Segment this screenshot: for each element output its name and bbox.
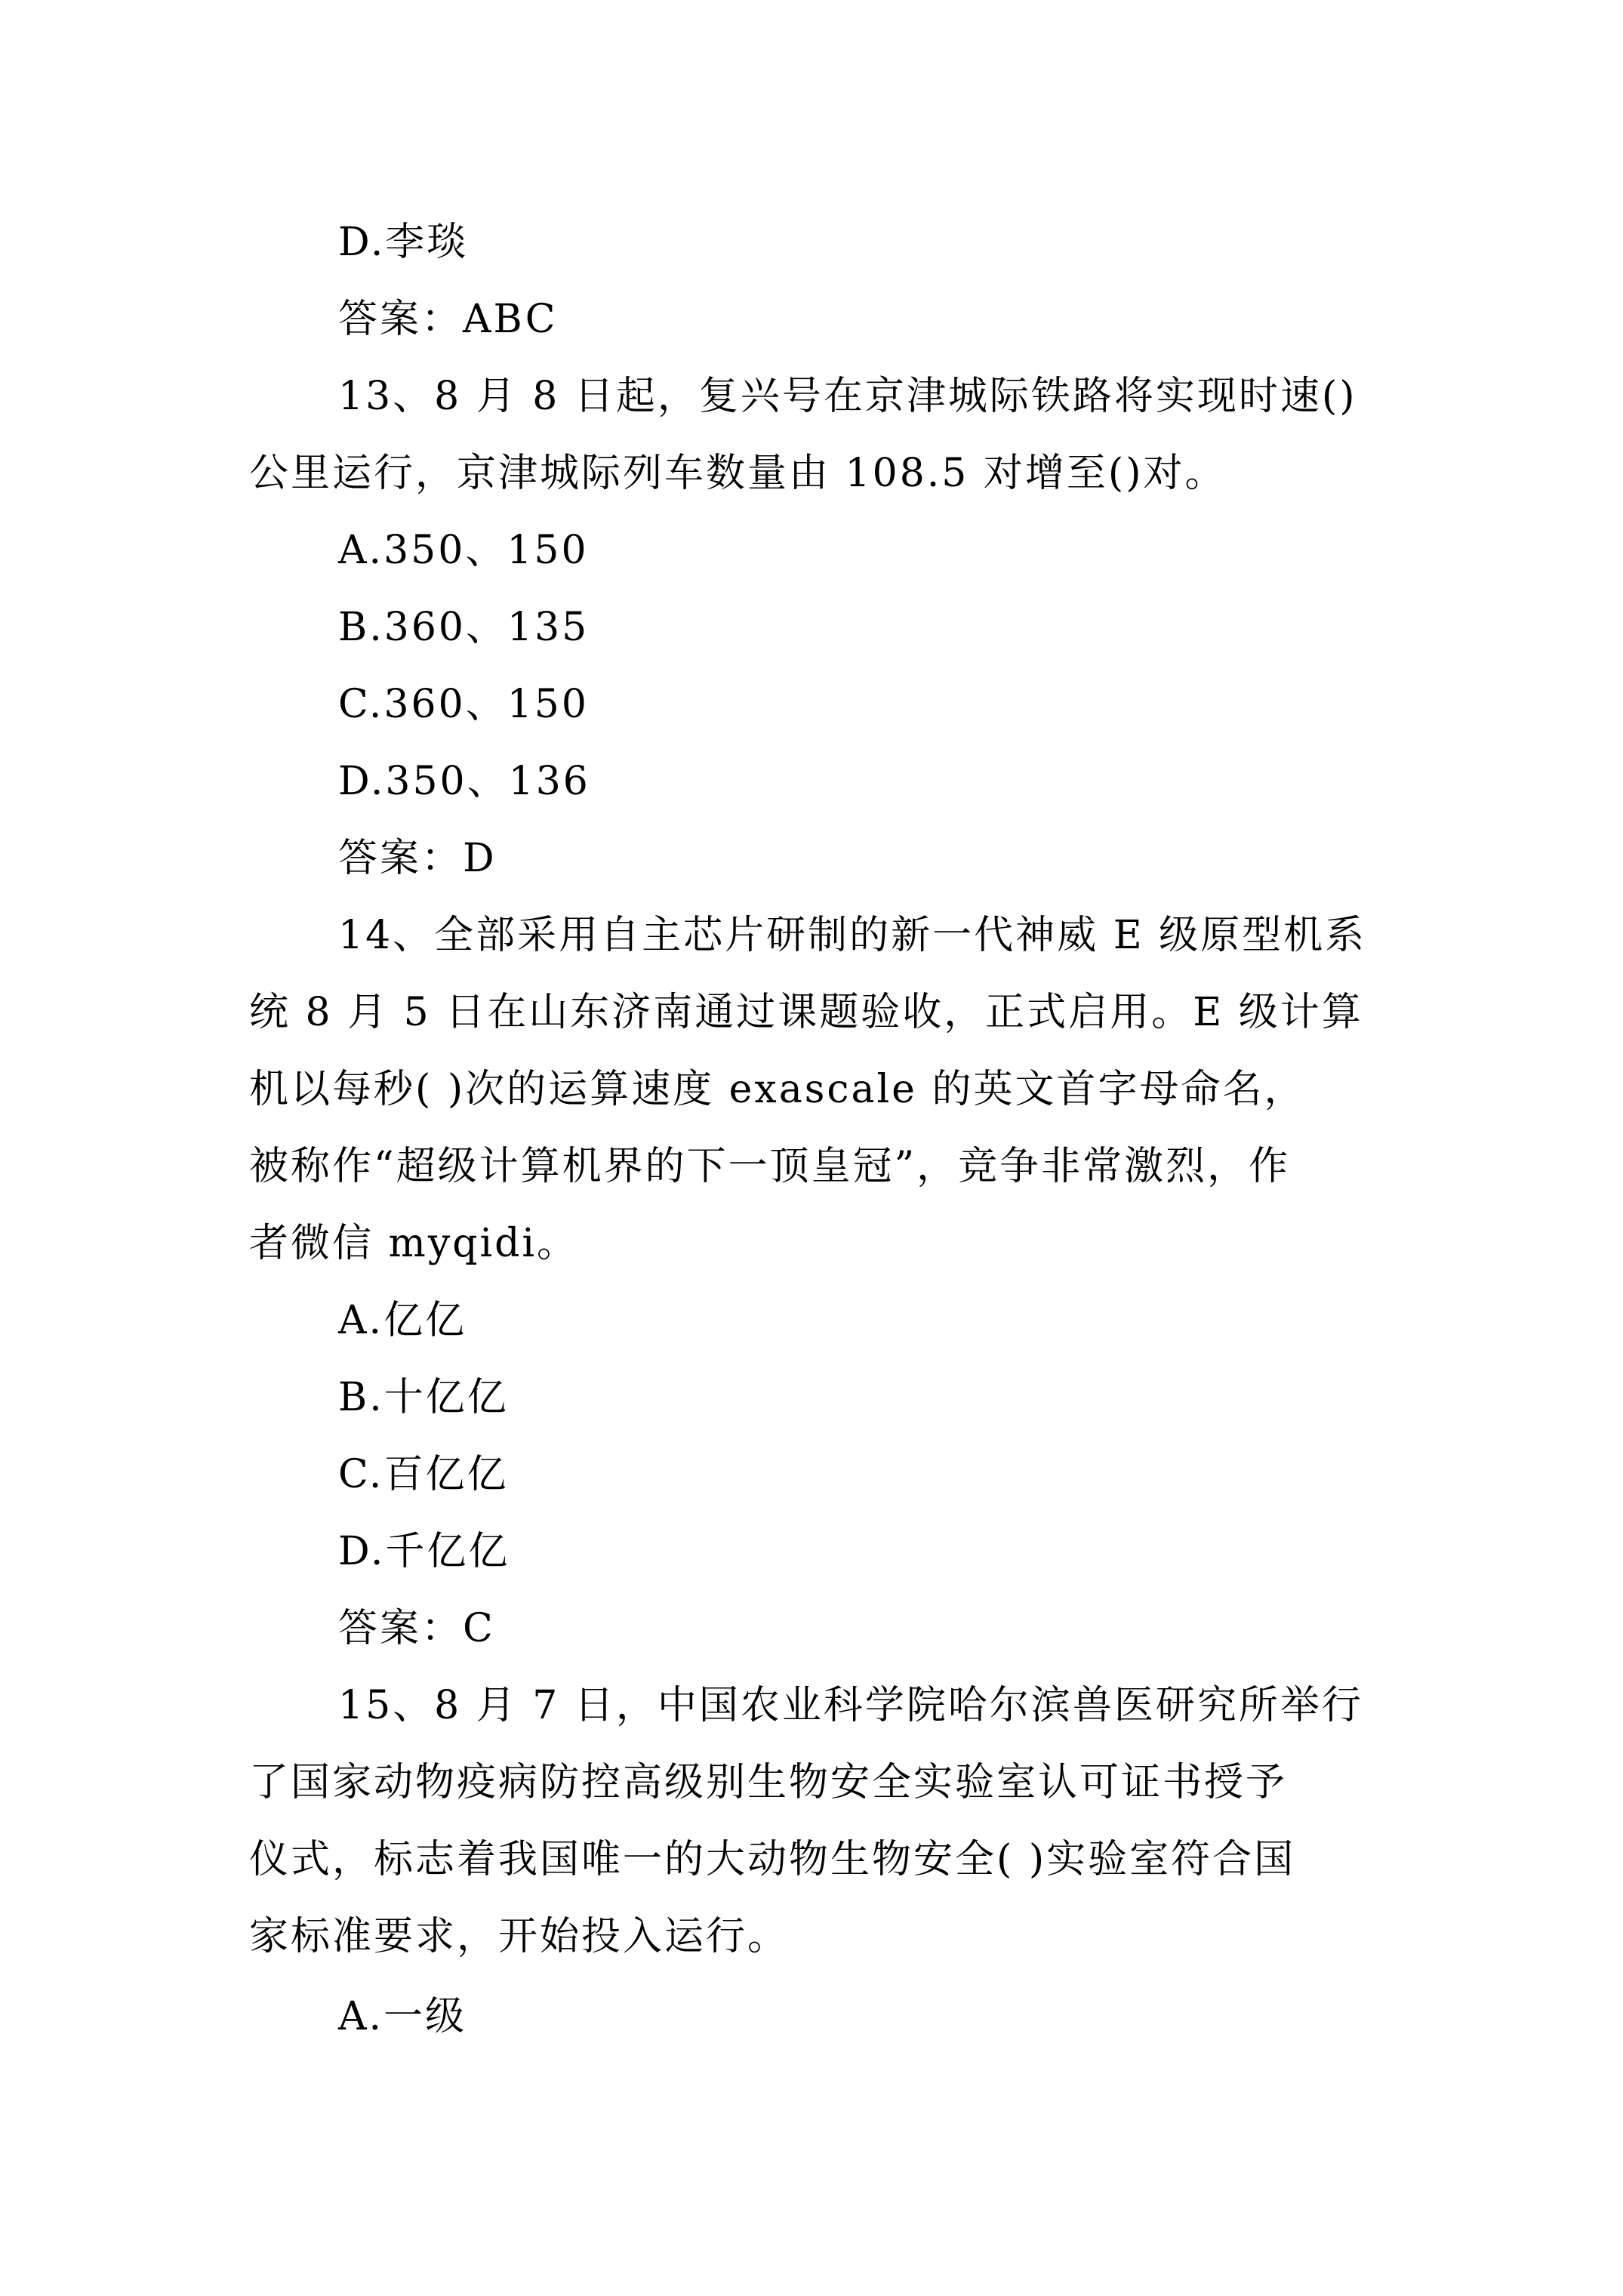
question-15-line-2: 了国家动物疫病防控高级别生物安全实验室认可证书授予	[249, 1760, 1288, 1805]
option-c-q13: C.360、150	[338, 682, 589, 727]
option-a-q13: A.350、150	[338, 528, 589, 573]
option-b-q14: B.十亿亿	[338, 1375, 509, 1420]
question-14-line-1: 14、全部采用自主芯片研制的新一代神威 E 级原型机系	[338, 913, 1367, 958]
answer-q13: 答案：D	[338, 836, 497, 881]
question-14-line-3: 机以每秒( )次的运算速度 exascale 的英文首字母命名，	[249, 1067, 1306, 1112]
question-14-line-2: 统 8 月 5 日在山东济南通过课题验收，正式启用。E 级计算	[249, 990, 1363, 1035]
option-c-q14: C.百亿亿	[338, 1452, 509, 1497]
answer-q12: 答案：ABC	[338, 297, 558, 342]
option-d-q12: D.李琰	[338, 220, 469, 265]
question-15-line-1: 15、8 月 7 日，中国农业科学院哈尔滨兽医研究所举行	[338, 1683, 1363, 1728]
option-a-q14: A.亿亿	[338, 1298, 467, 1343]
question-14-line-5: 者微信 myqidi。	[249, 1221, 579, 1266]
option-d-q13: D.350、136	[338, 759, 590, 804]
question-13-line-2: 公里运行，京津城际列车数量由 108.5 对增至()对。	[249, 451, 1227, 496]
question-14-line-4: 被称作“超级计算机界的下一顶皇冠”，竞争非常激烈，作	[249, 1144, 1291, 1189]
question-13-line-1: 13、8 月 8 日起，复兴号在京津城际铁路将实现时速()	[338, 374, 1357, 419]
question-15-line-4: 家标准要求，开始投入运行。	[249, 1914, 790, 1959]
option-a-q15: A.一级	[338, 1994, 467, 2039]
option-b-q13: B.360、135	[338, 605, 590, 650]
question-15-line-3: 仪式，标志着我国唯一的大动物生物安全( )实验室符合国	[249, 1837, 1296, 1882]
option-d-q14: D.千亿亿	[338, 1529, 510, 1574]
answer-q14: 答案：C	[338, 1606, 495, 1651]
